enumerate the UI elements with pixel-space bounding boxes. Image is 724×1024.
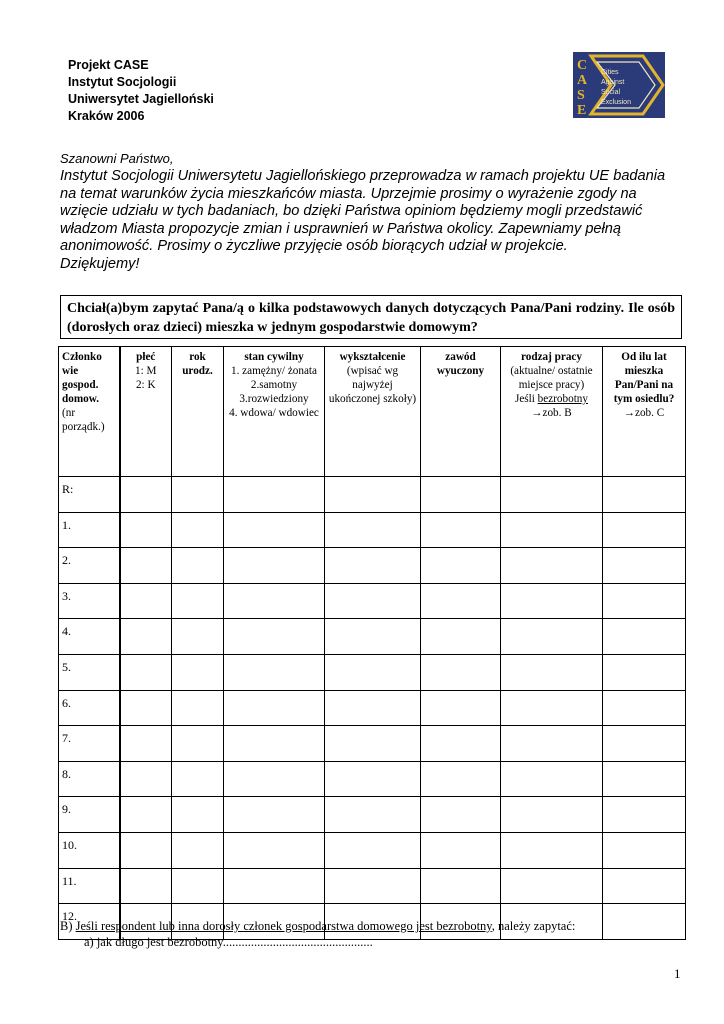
col-job-type-unemployed: bezrobotny	[537, 393, 588, 405]
table-cell[interactable]	[172, 654, 224, 690]
table-cell[interactable]	[603, 904, 686, 940]
table-cell[interactable]	[224, 797, 325, 833]
table-cell[interactable]	[120, 619, 172, 655]
table-cell[interactable]	[172, 832, 224, 868]
col-header-profession	[421, 347, 501, 477]
col-birth-year-title: rok urodz.	[182, 351, 213, 377]
table-cell[interactable]	[501, 726, 603, 762]
table-cell[interactable]	[501, 619, 603, 655]
table-cell[interactable]	[325, 690, 421, 726]
section-b-label: B)	[60, 919, 73, 933]
table-cell[interactable]	[603, 512, 686, 548]
intro-body	[60, 168, 682, 273]
table-cell[interactable]	[172, 548, 224, 584]
col-education-title: wykształcenie	[339, 351, 406, 363]
intro-line-1: Instytut Socjologii Uniwersytetu Jagiellońskiego przeprowadza w ramach projektu UE badania	[60, 168, 666, 184]
col-marital-title: stan cywilny	[244, 351, 304, 363]
row-label: 3.	[59, 583, 120, 619]
table-cell[interactable]	[603, 868, 686, 904]
col-job-type-title: rodzaj pracy	[520, 351, 582, 363]
row-label: 11.	[59, 868, 120, 904]
table-cell[interactable]	[120, 583, 172, 619]
col-marital-option-3: 3.rozwiedziony	[239, 393, 309, 405]
table-cell[interactable]	[325, 832, 421, 868]
table-cell[interactable]	[120, 477, 172, 513]
table-cell[interactable]	[120, 548, 172, 584]
row-label: 2.	[59, 548, 120, 584]
row-label: 4.	[59, 619, 120, 655]
table-cell[interactable]	[172, 797, 224, 833]
table-cell[interactable]	[421, 868, 501, 904]
logo-word-against: Against	[601, 79, 625, 86]
logo-word-social: Social	[601, 89, 621, 96]
table-cell[interactable]	[501, 654, 603, 690]
col-years-living-title: Od ilu lat mieszka Pan/Pani na tym osiedlu?	[613, 351, 675, 405]
table-cell[interactable]	[224, 690, 325, 726]
logo-letter-e: E	[577, 103, 587, 118]
col-marital-option-1: 1. zamężny/ żonata	[230, 365, 318, 377]
col-header-member	[59, 347, 120, 477]
col-header-education	[325, 347, 421, 477]
table-cell[interactable]	[325, 868, 421, 904]
table-cell[interactable]	[172, 512, 224, 548]
col-marital-option-2: 2.samotny	[250, 379, 298, 391]
table-cell[interactable]	[120, 512, 172, 548]
table-cell[interactable]	[325, 477, 421, 513]
col-marital-option-4: 4. wdowa/ wdowiec	[229, 407, 319, 419]
table-cell[interactable]	[120, 797, 172, 833]
table-cell[interactable]	[172, 726, 224, 762]
table-cell[interactable]	[325, 726, 421, 762]
col-member-note: (nr porządk.)	[62, 407, 105, 433]
col-header-birth-year	[172, 347, 224, 477]
section-b-condition: Jeśli respondent lub inna dorosły członek gospodarstwa domowego jest bezrobotny	[75, 919, 492, 933]
table-row	[59, 690, 686, 726]
table-cell[interactable]	[501, 512, 603, 548]
table-cell[interactable]	[421, 512, 501, 548]
table-cell[interactable]	[421, 797, 501, 833]
table-row	[59, 583, 686, 619]
table-cell[interactable]	[172, 619, 224, 655]
table-cell[interactable]	[603, 477, 686, 513]
logo-letter-a: A	[577, 73, 588, 88]
section-b-instruction	[60, 918, 575, 934]
table-cell[interactable]	[224, 868, 325, 904]
logo-letter-c: C	[577, 58, 588, 73]
row-label: 7.	[59, 726, 120, 762]
table-cell[interactable]	[120, 726, 172, 762]
household-question: Chciał(a)bym zapytać Pana/ą o kilka podstawowych danych dotyczących Pana/Pani rodziny. Ile osób (dorosłych oraz dzieci) mieszka w jednym gospodarstwie domowym?	[60, 295, 682, 339]
table-cell[interactable]	[603, 548, 686, 584]
logo-word-exclusion: Exclusion	[601, 99, 631, 106]
row-label: 1.	[59, 512, 120, 548]
intro-thanks: Dziękujemy!	[60, 255, 140, 272]
logo-word-cities: Cities	[601, 69, 619, 76]
table-cell[interactable]	[325, 548, 421, 584]
col-header-job-type	[501, 347, 603, 477]
table-cell[interactable]	[421, 761, 501, 797]
table-cell[interactable]	[224, 583, 325, 619]
table-cell[interactable]	[421, 548, 501, 584]
table-row	[59, 832, 686, 868]
table-row	[59, 726, 686, 762]
salutation: Szanowni Państwo,	[60, 151, 174, 166]
col-header-sex	[120, 347, 172, 477]
table-cell[interactable]	[421, 726, 501, 762]
table-row	[59, 868, 686, 904]
household-rows	[59, 477, 686, 940]
table-cell[interactable]	[224, 654, 325, 690]
table-row	[59, 761, 686, 797]
col-header-marital	[224, 347, 325, 477]
col-years-living-goto: →zob. C	[623, 407, 665, 419]
row-label: 12.	[59, 904, 120, 940]
col-sex-title: płeć	[136, 351, 156, 363]
table-cell[interactable]	[224, 477, 325, 513]
table-cell[interactable]	[501, 761, 603, 797]
table-cell[interactable]	[224, 512, 325, 548]
table-cell[interactable]	[501, 868, 603, 904]
intro-line-4: władzom Miasta propozycje zmian i usprawnień w Państwa okolicy. Zapewniamy pełną	[60, 220, 622, 237]
section-b	[60, 918, 575, 950]
header-line-city-year: Kraków 2006	[68, 109, 145, 123]
table-cell[interactable]	[603, 654, 686, 690]
table-cell[interactable]	[603, 726, 686, 762]
table-cell[interactable]	[325, 797, 421, 833]
table-cell[interactable]	[501, 690, 603, 726]
table-cell[interactable]	[325, 512, 421, 548]
table-cell[interactable]	[421, 654, 501, 690]
table-cell[interactable]	[224, 832, 325, 868]
col-header-years-living	[603, 347, 686, 477]
table-cell[interactable]	[325, 654, 421, 690]
section-b-suffix: , należy zapytać:	[491, 919, 576, 933]
row-label: 10.	[59, 832, 120, 868]
table-cell[interactable]	[501, 583, 603, 619]
col-job-type-if: Jeśli	[514, 393, 535, 405]
header-line-university: Uniwersytet Jagielloński	[68, 92, 214, 106]
table-cell[interactable]	[120, 690, 172, 726]
table-cell[interactable]	[120, 761, 172, 797]
intro-line-5: anonimowość. Prosimy o życzliwe przyjęcie osób biorących udział w projekcie.	[60, 238, 568, 254]
col-sex-option-2: 2: K	[135, 379, 156, 391]
table-cell[interactable]	[603, 583, 686, 619]
table-row	[59, 797, 686, 833]
table-row	[59, 512, 686, 548]
col-sex-option-1: 1: M	[135, 365, 157, 377]
intro-line-3: wzięcie udziału w tych badaniach, bo dzięki Państwa opiniom będziemy mogli przedstawić	[60, 203, 643, 219]
table-cell[interactable]	[603, 797, 686, 833]
table-row	[59, 548, 686, 584]
row-label: 6.	[59, 690, 120, 726]
table-cell[interactable]	[325, 619, 421, 655]
table-cell[interactable]	[325, 583, 421, 619]
table-cell[interactable]	[603, 619, 686, 655]
table-cell[interactable]	[224, 548, 325, 584]
col-member-title: Członko wie gospod. domow.	[62, 351, 102, 405]
header-line-project: Projekt CASE	[68, 58, 149, 72]
table-cell[interactable]	[224, 726, 325, 762]
table-cell[interactable]	[172, 583, 224, 619]
table-cell[interactable]	[120, 654, 172, 690]
table-cell[interactable]	[421, 690, 501, 726]
row-label: 9.	[59, 797, 120, 833]
table-cell[interactable]	[172, 477, 224, 513]
table-cell[interactable]	[501, 548, 603, 584]
table-cell[interactable]	[421, 619, 501, 655]
page-number: 1	[674, 966, 681, 981]
table-cell[interactable]	[172, 868, 224, 904]
household-table	[58, 346, 686, 940]
table-cell[interactable]	[325, 761, 421, 797]
table-cell[interactable]	[120, 832, 172, 868]
col-job-type-note: (aktualne/ ostatnie miejsce pracy)	[510, 365, 593, 391]
col-education-note: (wpisać wg najwyżej ukończonej szkoły)	[328, 365, 417, 405]
table-cell[interactable]	[421, 832, 501, 868]
row-label: 8.	[59, 761, 120, 797]
table-cell[interactable]	[501, 832, 603, 868]
table-cell[interactable]	[172, 690, 224, 726]
table-row	[59, 654, 686, 690]
table-cell[interactable]	[501, 797, 603, 833]
table-cell[interactable]	[120, 868, 172, 904]
section-b-item-a: a) jak długo jest bezrobotny................................................	[84, 935, 373, 949]
table-cell[interactable]	[603, 832, 686, 868]
row-label: 5.	[59, 654, 120, 690]
table-row	[59, 619, 686, 655]
table-row	[59, 477, 686, 513]
col-profession-title: zawód wyuczony	[436, 351, 485, 377]
row-label: R:	[59, 477, 120, 513]
col-job-type-condition	[504, 392, 599, 406]
table-cell[interactable]	[603, 690, 686, 726]
header-line-institute: Instytut Socjologii	[68, 75, 177, 89]
table-cell[interactable]	[603, 761, 686, 797]
table-cell[interactable]	[224, 761, 325, 797]
intro-line-2: na temat warunków życia mieszkańców miasta. Uprzejmie prosimy o wyrażenie zgody na	[60, 185, 637, 202]
table-cell[interactable]	[172, 761, 224, 797]
table-cell[interactable]	[421, 583, 501, 619]
logo-letter-s: S	[577, 88, 585, 103]
case-logo	[573, 52, 665, 118]
intro-letter	[60, 150, 682, 273]
table-cell[interactable]	[501, 477, 603, 513]
table-cell[interactable]	[421, 477, 501, 513]
table-cell[interactable]	[224, 619, 325, 655]
institution-header	[68, 57, 214, 125]
col-job-type-goto: →zob. B	[531, 407, 572, 419]
